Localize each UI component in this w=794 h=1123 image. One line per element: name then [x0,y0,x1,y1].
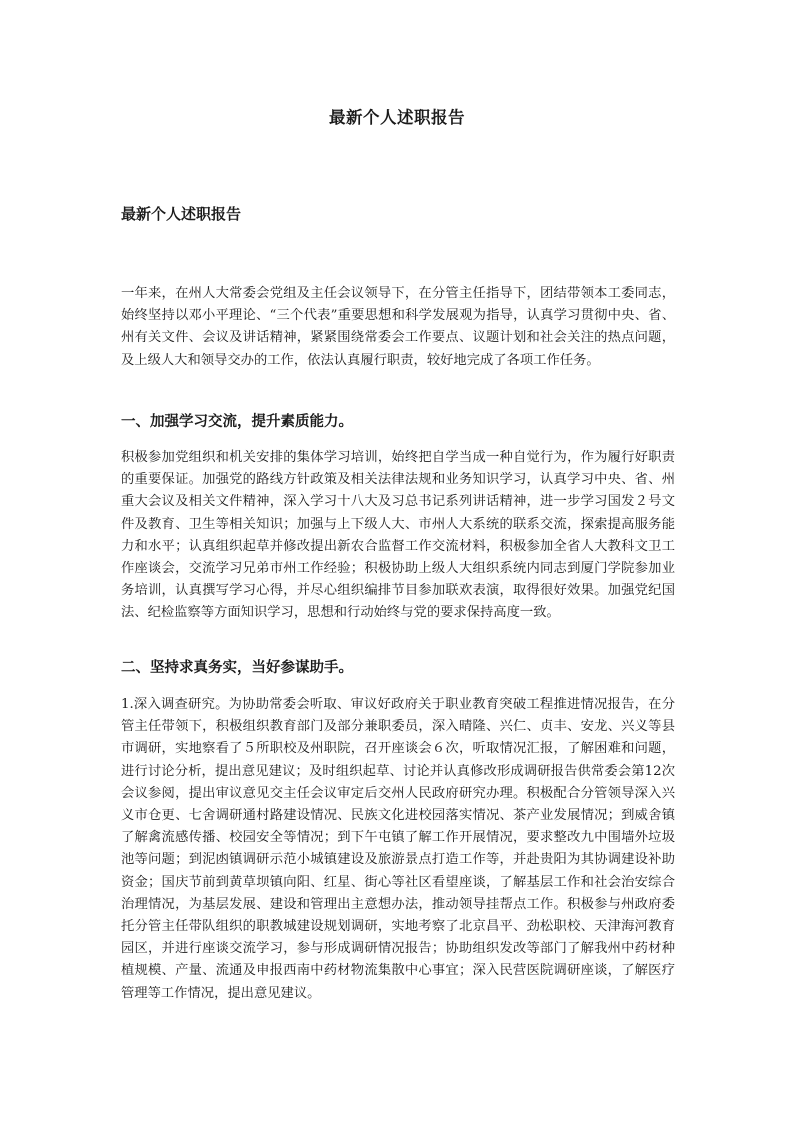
section-1-body: 积极参加党组织和机关安排的集体学习培训，始终把自学当成一种自觉行为，作为履行好职责的重要保证。加强党的路线方针政策及相关法律法规和业务知识学习，认真学习中央、省、州重大会议及相关文件精神，深入学习十八大及习总书记系列讲话精神，进一步学习国发２号文件及教育、卫生等相关知识；加强与上下级人大、市州人大系统的联系交流，探索提高服务能力和水平；认真组织起草并修改提出新农合监督工作交流材料，积极参加全省人大教科文卫工作座谈会，交流学习兄弟市州工作经验；积极协助上级人大组织系统内同志到厦门学院参加业务培训，认真撰写学习心得，并尽心组织编排节目参加联欢表演，取得很好效果。加强党纪国法、纪检监察等方面知识学习，思想和行动始终与党的要求保持高度一致。 [121,450,675,621]
document-subtitle: 最新个人述职报告 [121,205,242,223]
section-2-heading: 二、坚持求真务实，当好参谋助手。 [121,659,353,676]
section-2-body: 1.深入调查研究。为协助常委会听取、审议好政府关于职业教育突破工程推进情况报告，在分管主任带领下，积极组织教育部门及部分兼职委员，深入晴隆、兴仁、贞丰、安龙、兴义等县市调研，实地察看了５所职校及州职院，召开座谈会６次，听取情况汇报，了解困难和问题，进行讨论分析，提出意见建议；及时组织起草、讨论并认真修改形成调研报告供常委会第12次会议参阅，提出审议意见交主任会议审定后交州人民政府研究办理。积极配合分管领导深入兴义市仓更、七舍调研通村路建设情况、民族文化进校园落实情况、茶产业发展情况；到威舍镇了解禽流感传播、校园安全等情况；到下午屯镇了解工作开展情况，要求整改九中围墙外垃圾池等问题；到泥凼镇调研示范小城镇建设及旅游景点打造工作等，并赴贵阳为其协调建设补助资金；国庆节前到黄草坝镇向阳、红星、街心等社区看望座谈，了解基层工作和社会治安综合治理情况，为基层发展、建设和管理出主意想办法，推动领导挂帮点工作。积极参与州政府委托分管主任带队组织的职教城建设规划调研，实地考察了北京昌平、劲松职校、天津海河教育园区，并进行座谈交流学习，参与形成调研情况报告；协助组织发改等部门了解我州中药材种植规模、产量、流通及申报西南中药材物流集散中心事宜；深入民营医院调研座谈，了解医疗管理等工作情况，提出意见建议。 [121,697,675,1001]
document-title: 最新个人述职报告 [329,108,465,127]
intro-paragraph: 一年来，在州人大常委会党组及主任会议领导下，在分管主任指导下，团结带领本工委同志，始终坚持以邓小平理论、“三个代表”重要思想和科学发展观为指导，认真学习贯彻中央、省、州有关文件、会议及讲话精神，紧紧围绕常委会工作要点、议题计划和社会关注的热点问题，及上级人大和领导交办的工作，依法认真履行职责，较好地完成了各项工作任务。 [121,286,675,368]
section-1-heading: 一、加强学习交流，提升素质能力。 [121,413,353,430]
